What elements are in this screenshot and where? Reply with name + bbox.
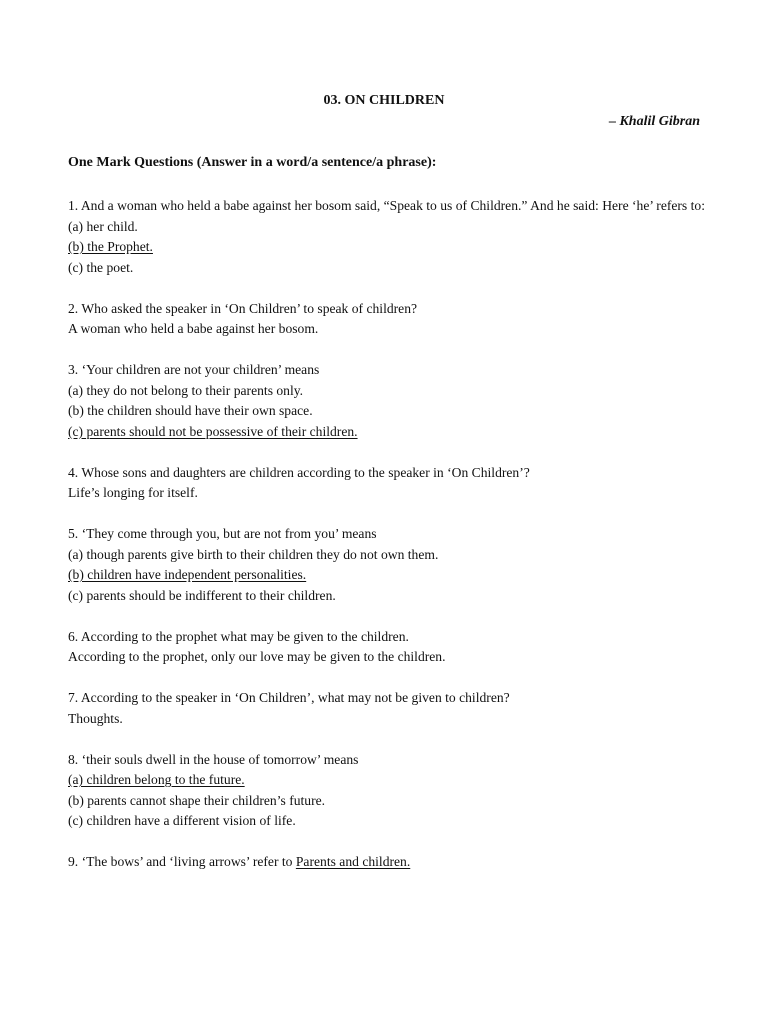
option-c: (c) children have a different vision of life. (68, 813, 296, 828)
question-text: 5. ‘They come through you, but are not from you’ means (68, 526, 377, 541)
author-name: – Khalil Gibran (608, 114, 700, 129)
question-6 (68, 627, 708, 668)
question-5 (68, 524, 708, 606)
question-text: 6. According to the prophet what may be given to the children. (68, 628, 409, 644)
question-1 (68, 196, 708, 278)
document-title: 03. ON CHILDREN (323, 93, 445, 108)
option-b-correct (68, 237, 708, 258)
option-b-correct (68, 565, 708, 586)
question-8 (68, 750, 708, 832)
question-text: 3. ‘Your children are not your children’ means (68, 362, 320, 377)
question-9 (68, 852, 708, 873)
option-c: (c) the poet. (68, 259, 134, 275)
question-7 (68, 688, 708, 729)
option-b: (b) parents cannot shape their children’s future. (68, 792, 326, 808)
answer-text: A woman who held a babe against her bosom. (68, 321, 319, 336)
question-text: 2. Who asked the speaker in ‘On Children’ to speak of children? (68, 300, 418, 316)
option-a: (a) her child. (68, 218, 138, 234)
answer-text: Life’s longing for itself. (68, 485, 198, 500)
option-c-correct (68, 422, 708, 443)
correct-answer: Parents and children. (295, 854, 411, 869)
question-4 (68, 463, 708, 504)
answer-text: Thoughts. (68, 710, 123, 726)
correct-answer: (b) children have independent personalities. (68, 567, 307, 582)
question-text: 1. And a woman who held a babe against her bosom said, “Speak to us of Children.” And he said: Here ‘he’ refers to: (68, 198, 705, 213)
correct-answer: (a) children belong to the future. (68, 772, 245, 787)
question-3 (68, 360, 708, 442)
correct-answer: (b) the Prophet. (68, 239, 153, 254)
question-text: 7. According to the speaker in ‘On Children’, what may not be given to children? (68, 690, 510, 705)
correct-answer: (c) parents should not be possessive of their children. (68, 423, 358, 439)
question-line (68, 852, 708, 873)
question-text: 8. ‘their souls dwell in the house of tomorrow’ means (68, 751, 359, 767)
option-a-correct (68, 770, 708, 791)
question-text: 4. Whose sons and daughters are children according to the speaker in ‘On Children’? (68, 464, 530, 480)
answer-text: According to the prophet, only our love may be given to the children. (68, 649, 446, 664)
option-a: (a) though parents give birth to their children they do not own them. (68, 546, 439, 562)
option-c: (c) parents should be indifferent to their children. (68, 587, 336, 603)
section-heading: One Mark Questions (Answer in a word/a sentence/a phrase): (68, 155, 437, 170)
question-text: 9. ‘The bows’ and ‘living arrows’ refer to (68, 854, 296, 869)
question-list (68, 196, 708, 893)
option-b: (b) the children should have their own space. (68, 403, 313, 418)
option-a: (a) they do not belong to their parents only. (68, 382, 304, 398)
question-2 (68, 299, 708, 340)
